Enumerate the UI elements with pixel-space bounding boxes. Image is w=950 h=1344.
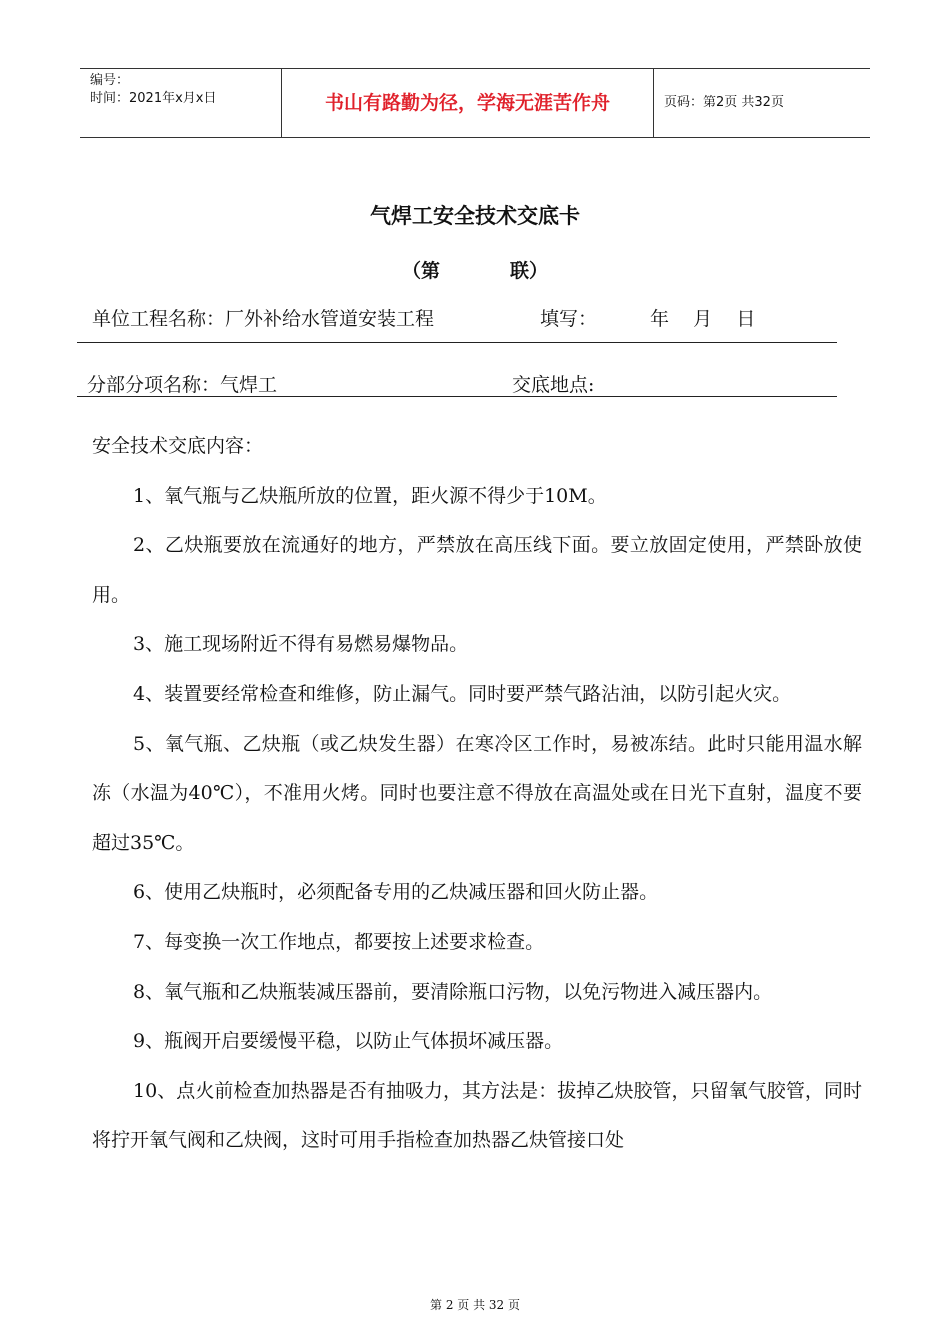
motto: 书山有路勤为径，学海无涯苦作舟 bbox=[282, 69, 654, 137]
content-item: 6、使用乙炔瓶时，必须配备专用的乙炔减压器和回火防止器。 bbox=[133, 881, 659, 904]
content-item: 5、氧气瓶、乙炔瓶（或乙炔发生器）在寒冷区工作时，易被冻结。此时只能用温水解冻（水温为40℃），不准用火烤。同时也要注意不得放在高温处或在日光下直射，温度不要超过35℃。 bbox=[92, 732, 862, 854]
content-heading: 安全技术交底内容： bbox=[92, 435, 264, 457]
header-table bbox=[80, 68, 870, 138]
header-meta-cell bbox=[80, 69, 282, 137]
fill-label: 填写： bbox=[540, 308, 598, 330]
unit-project-name: 单位工程名称：厂外补给水管道安装工程 bbox=[92, 308, 435, 330]
content-body bbox=[92, 422, 862, 1166]
content-item: 4、装置要经常检查和维修，防止漏气。同时要严禁气路沾油，以防引起火灾。 bbox=[133, 682, 792, 705]
document-title: 气焊工安全技术交底卡 bbox=[370, 204, 580, 228]
date-label: 时间：2021年x月x日 bbox=[90, 91, 217, 106]
subtitle-left: （第 bbox=[401, 260, 440, 282]
subtitle-right: 联） bbox=[510, 260, 549, 282]
document-subtitle bbox=[0, 256, 950, 283]
date-fields: 年 月 日 bbox=[650, 308, 756, 330]
content-item: 3、施工现场附近不得有易燃易爆物品。 bbox=[133, 633, 469, 656]
content-item: 2、乙炔瓶要放在流通好的地方，严禁放在高压线下面。要立放固定使用，严禁卧放使用。 bbox=[92, 534, 862, 606]
content-item: 1、氧气瓶与乙炔瓶所放的位置，距火源不得少于10M。 bbox=[133, 484, 607, 507]
divider-line-1 bbox=[77, 342, 837, 343]
sub-project-name: 分部分项名称：气焊工 bbox=[87, 374, 278, 396]
content-item: 7、每变换一次工作地点，都要按上述要求检查。 bbox=[133, 930, 545, 953]
divider-line-2 bbox=[77, 396, 837, 397]
location-label: 交底地点: bbox=[512, 374, 595, 396]
content-item: 8、氧气瓶和乙炔瓶装减压器前，要清除瓶口污物，以免污物进入减压器内。 bbox=[133, 980, 773, 1003]
content-item: 10、点火前检查加热器是否有抽吸力，其方法是：拔掉乙炔胶管，只留氧气胶管，同时将拧开氧气阀和乙炔阀，这时可用手指检查加热器乙炔管接口处 bbox=[92, 1079, 862, 1152]
page-footer: 第 2 页 共 32 页 bbox=[430, 1298, 520, 1312]
page-info: 页码：第2页 共32页 bbox=[664, 95, 784, 110]
content-item: 9、瓶阀开启要缓慢平稳，以防止气体损坏减压器。 bbox=[133, 1030, 564, 1053]
number-label: 编号： bbox=[90, 73, 130, 88]
